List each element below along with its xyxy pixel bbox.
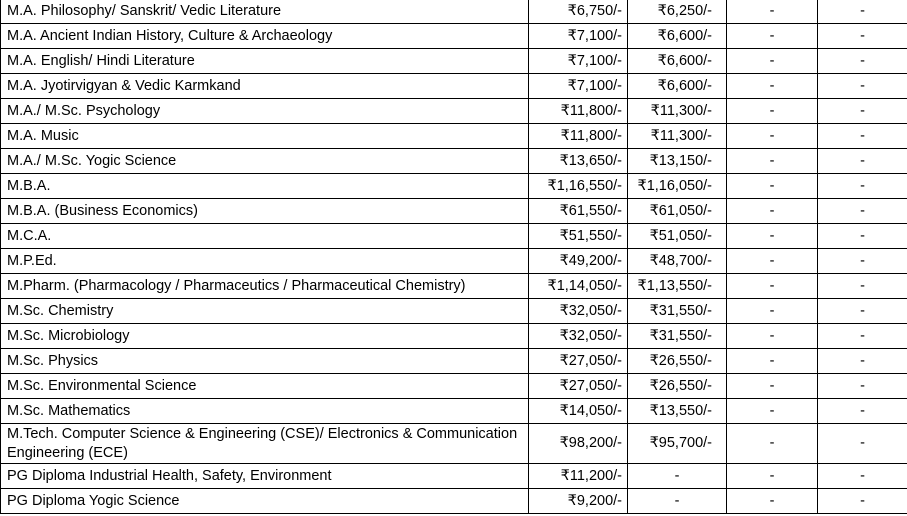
dash-cell: - (727, 249, 818, 274)
table-row (1, 99, 907, 124)
course-name-cell: M.P.Ed. (1, 249, 529, 274)
dash-cell: - (727, 374, 818, 399)
dash-cell: - (818, 49, 907, 74)
dash-cell: - (727, 464, 818, 489)
course-name-cell: M.B.A. (1, 174, 529, 199)
dash-cell: - (818, 124, 907, 149)
fee-cell: ₹32,050/- (529, 299, 628, 324)
dash-cell: - (818, 199, 907, 224)
dash-cell: - (818, 249, 907, 274)
course-name-cell: M.A. Music (1, 124, 529, 149)
dash-cell: - (818, 424, 907, 464)
course-name-cell: M.C.A. (1, 224, 529, 249)
dash-cell: - (818, 349, 907, 374)
dash-cell: - (818, 399, 907, 424)
table-row (1, 274, 907, 299)
dash-cell: - (818, 324, 907, 349)
table-row (1, 124, 907, 149)
fee-cell: ₹6,600/- (628, 49, 727, 74)
table-row (1, 464, 907, 489)
dash-cell: - (818, 174, 907, 199)
table-row (1, 74, 907, 99)
dash-cell: - (727, 0, 818, 24)
fee-cell: ₹49,200/- (529, 249, 628, 274)
course-name-cell: M.A./ M.Sc. Yogic Science (1, 149, 529, 174)
table-row (1, 224, 907, 249)
course-name-cell: M.A. Jyotirvigyan & Vedic Karmkand (1, 74, 529, 99)
fee-cell: ₹13,650/- (529, 149, 628, 174)
table-row (1, 24, 907, 49)
fee-cell: ₹6,600/- (628, 74, 727, 99)
fee-cell: ₹6,750/- (529, 0, 628, 24)
fee-cell: ₹61,550/- (529, 199, 628, 224)
course-name-cell: M.A./ M.Sc. Psychology (1, 99, 529, 124)
dash-cell: - (727, 274, 818, 299)
course-name-cell: M.B.A. (Business Economics) (1, 199, 529, 224)
dash-cell: - (818, 299, 907, 324)
dash-cell: - (628, 489, 727, 514)
fee-cell: ₹1,14,050/- (529, 274, 628, 299)
fee-cell: ₹1,13,550/- (628, 274, 727, 299)
dash-cell: - (727, 24, 818, 49)
dash-cell: - (818, 24, 907, 49)
course-name-cell: M.Sc. Chemistry (1, 299, 529, 324)
fee-cell: ₹32,050/- (529, 324, 628, 349)
course-name-cell: M.Sc. Microbiology (1, 324, 529, 349)
dash-cell: - (628, 464, 727, 489)
dash-cell: - (727, 299, 818, 324)
fee-cell: ₹95,700/- (628, 424, 727, 464)
table-row (1, 349, 907, 374)
fee-cell: ₹26,550/- (628, 374, 727, 399)
table-row (1, 199, 907, 224)
fee-cell: ₹98,200/- (529, 424, 628, 464)
fee-cell: ₹13,150/- (628, 149, 727, 174)
dash-cell: - (727, 324, 818, 349)
fee-cell: ₹11,200/- (529, 464, 628, 489)
fee-cell: ₹27,050/- (529, 374, 628, 399)
course-name-cell: PG Diploma Industrial Health, Safety, Environment (1, 464, 529, 489)
dash-cell: - (727, 49, 818, 74)
dash-cell: - (818, 0, 907, 24)
fee-cell: ₹1,16,050/- (628, 174, 727, 199)
dash-cell: - (727, 489, 818, 514)
course-name-cell: M.A. English/ Hindi Literature (1, 49, 529, 74)
fee-cell: ₹26,550/- (628, 349, 727, 374)
course-name-cell: M.Sc. Mathematics (1, 399, 529, 424)
course-name-cell: M.Sc. Environmental Science (1, 374, 529, 399)
fee-cell: ₹1,16,550/- (529, 174, 628, 199)
course-name-cell: M.A. Ancient Indian History, Culture & Archaeology (1, 24, 529, 49)
table-row (1, 424, 907, 464)
dash-cell: - (727, 124, 818, 149)
table-row (1, 249, 907, 274)
table-row (1, 49, 907, 74)
fee-cell: ₹51,550/- (529, 224, 628, 249)
fee-cell: ₹13,550/- (628, 399, 727, 424)
course-name-cell: M.Tech. Computer Science & Engineering (CSE)/ Electronics & Communication Engineering (ECE) (1, 424, 529, 464)
table-row (1, 299, 907, 324)
table-row (1, 399, 907, 424)
fee-cell: ₹14,050/- (529, 399, 628, 424)
dash-cell: - (727, 149, 818, 174)
course-name-cell: M.A. Philosophy/ Sanskrit/ Vedic Literature (1, 0, 529, 24)
dash-cell: - (818, 374, 907, 399)
dash-cell: - (727, 74, 818, 99)
fee-cell: ₹27,050/- (529, 349, 628, 374)
fee-cell: ₹6,600/- (628, 24, 727, 49)
fee-cell: ₹31,550/- (628, 324, 727, 349)
dash-cell: - (727, 99, 818, 124)
course-name-cell: M.Sc. Physics (1, 349, 529, 374)
fee-cell: ₹11,800/- (529, 124, 628, 149)
dash-cell: - (818, 99, 907, 124)
table-row (1, 324, 907, 349)
fee-cell: ₹11,800/- (529, 99, 628, 124)
table-row (1, 0, 907, 24)
dash-cell: - (727, 199, 818, 224)
dash-cell: - (727, 349, 818, 374)
course-name-cell: M.Pharm. (Pharmacology / Pharmaceutics / Pharmaceutical Chemistry) (1, 274, 529, 299)
dash-cell: - (818, 149, 907, 174)
table-row (1, 174, 907, 199)
table-row (1, 374, 907, 399)
dash-cell: - (727, 174, 818, 199)
fee-cell: ₹31,550/- (628, 299, 727, 324)
fee-cell: ₹7,100/- (529, 24, 628, 49)
fee-cell: ₹61,050/- (628, 199, 727, 224)
fee-cell: ₹9,200/- (529, 489, 628, 514)
fee-cell: ₹11,300/- (628, 124, 727, 149)
dash-cell: - (727, 399, 818, 424)
fee-cell: ₹7,100/- (529, 49, 628, 74)
dash-cell: - (818, 489, 907, 514)
dash-cell: - (818, 224, 907, 249)
dash-cell: - (818, 274, 907, 299)
table-row (1, 489, 907, 514)
fee-cell: ₹51,050/- (628, 224, 727, 249)
fee-cell: ₹11,300/- (628, 99, 727, 124)
fee-cell: ₹48,700/- (628, 249, 727, 274)
table-row (1, 149, 907, 174)
dash-cell: - (727, 224, 818, 249)
course-name-cell: PG Diploma Yogic Science (1, 489, 529, 514)
fee-cell: ₹6,250/- (628, 0, 727, 24)
dash-cell: - (727, 424, 818, 464)
dash-cell: - (818, 74, 907, 99)
fee-cell: ₹7,100/- (529, 74, 628, 99)
dash-cell: - (818, 464, 907, 489)
